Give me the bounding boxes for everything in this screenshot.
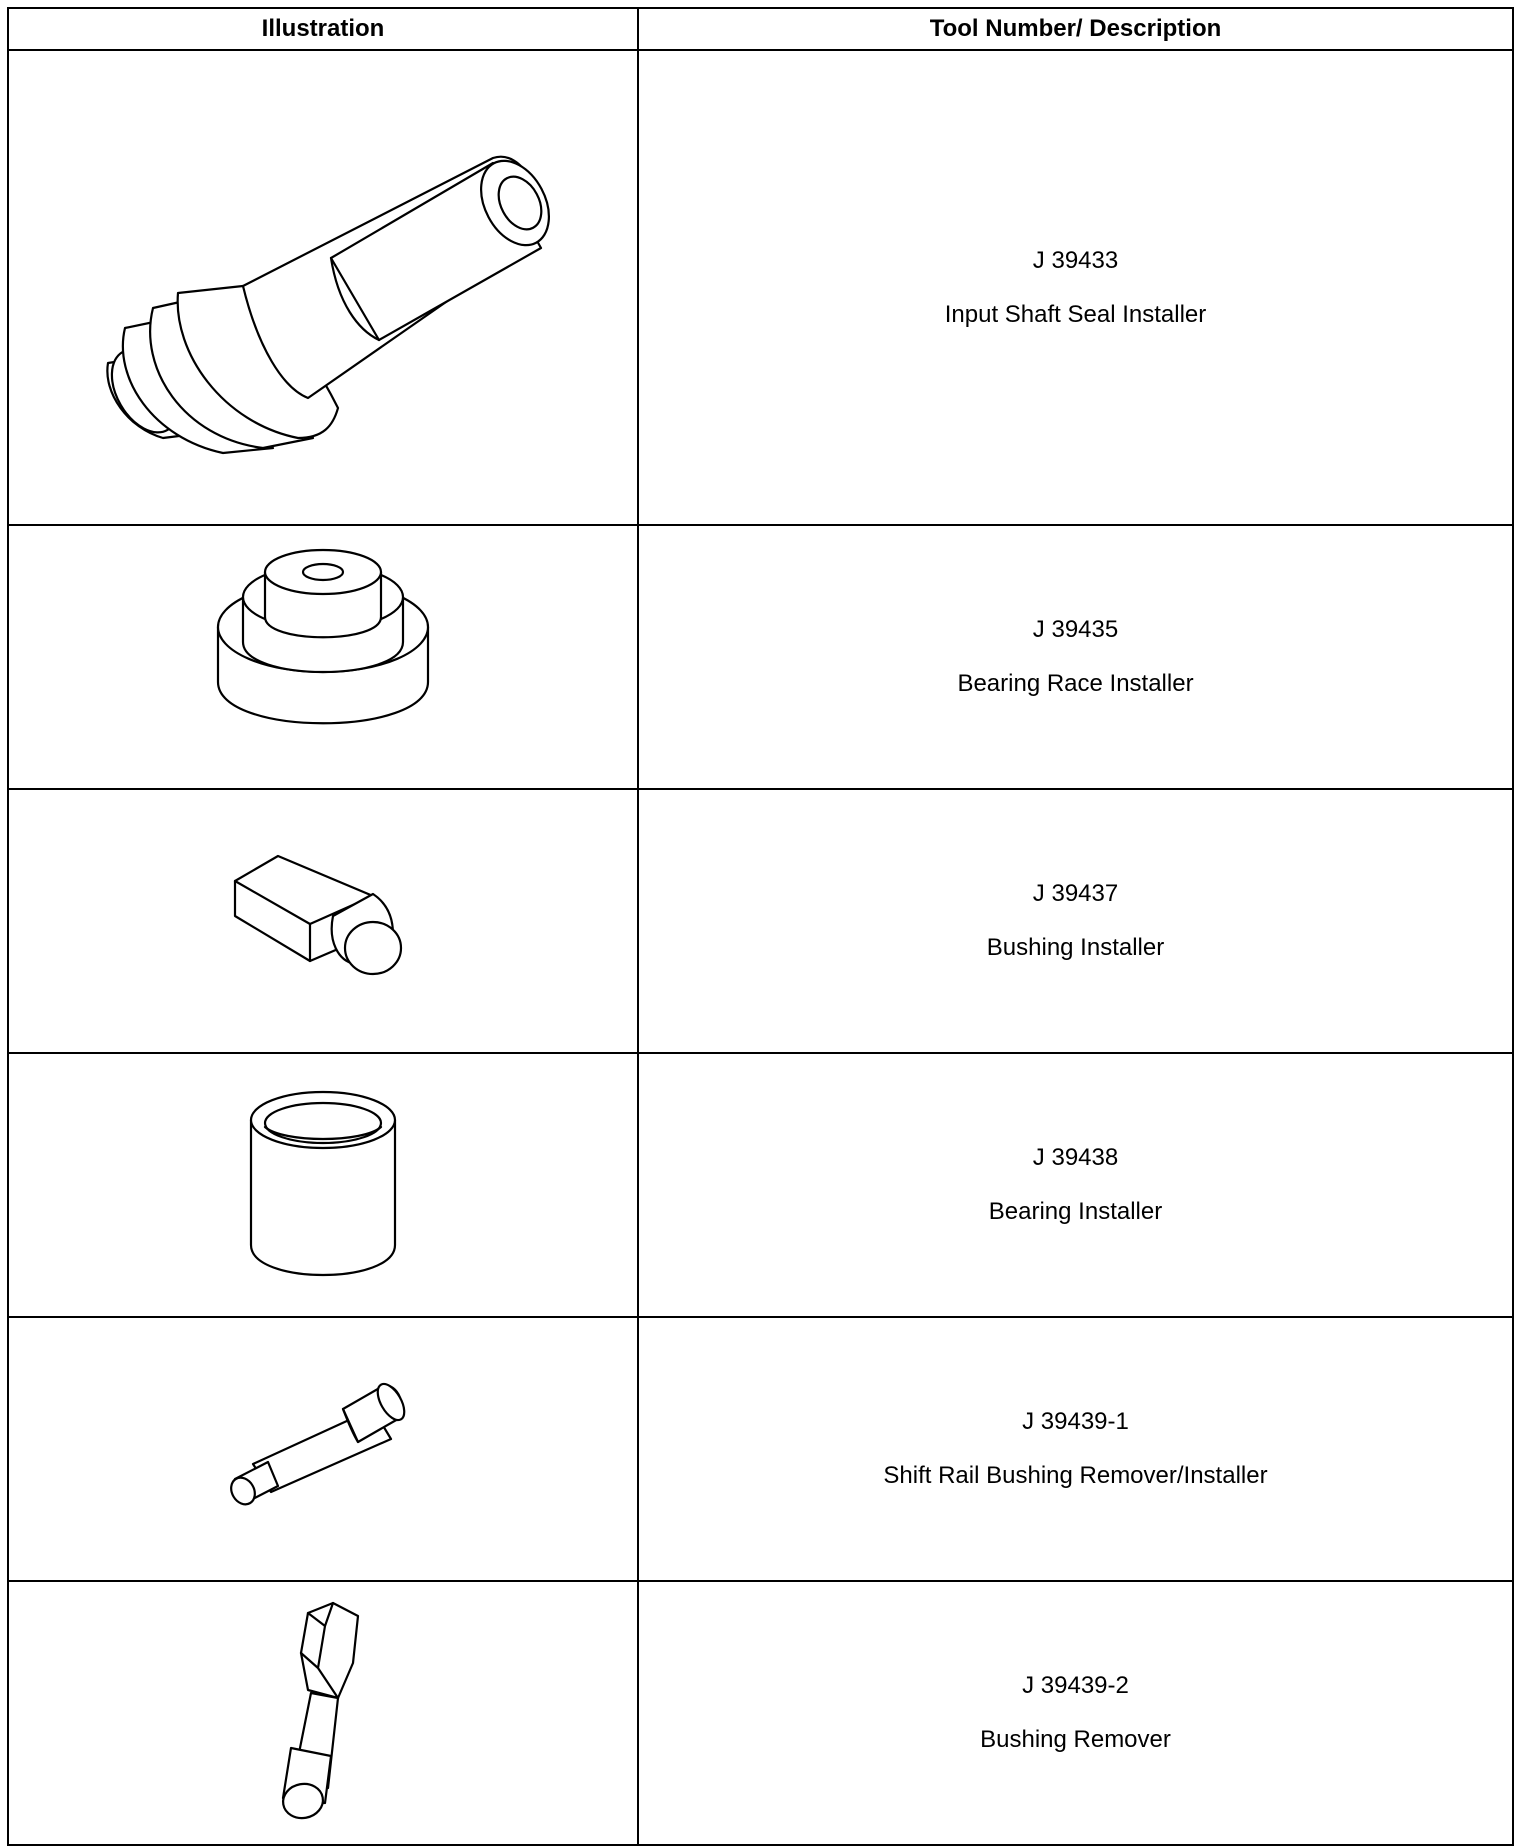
table-row: [8, 789, 1513, 1053]
tool-description: Bushing Remover: [980, 1726, 1171, 1753]
table-row: [8, 1317, 1513, 1581]
shift-rail-bushing-remover-installer-icon: [223, 1374, 423, 1524]
illustration-cell: [8, 50, 638, 525]
bearing-race-installer-icon: [203, 542, 443, 772]
illustration-cell: [8, 525, 638, 789]
tool-table: [7, 7, 1514, 1846]
tool-number: J 39438: [1032, 1144, 1119, 1171]
description-cell: [638, 1317, 1513, 1581]
tool-number: J 39439-1: [1022, 1408, 1129, 1435]
tool-description: Bearing Race Installer: [957, 670, 1194, 697]
description-cell: [638, 1053, 1513, 1317]
bushing-remover-icon: [253, 1598, 393, 1828]
illustration-cell: [8, 1317, 638, 1581]
tool-description: Input Shaft Seal Installer: [944, 300, 1207, 328]
table-row: [8, 1053, 1513, 1317]
input-shaft-seal-installer-icon: [83, 108, 563, 468]
illustration-cell: [8, 1053, 638, 1317]
bushing-installer-icon: [223, 846, 423, 996]
tool-number: J 39439-2: [1022, 1672, 1129, 1699]
tool-description: Shift Rail Bushing Remover/Installer: [883, 1462, 1268, 1489]
bearing-installer-icon: [243, 1085, 403, 1285]
tool-description: Bearing Installer: [988, 1198, 1163, 1225]
description-header: Tool Number/ Description: [638, 8, 1513, 50]
tool-number: J 39437: [1032, 880, 1119, 907]
illustration-cell: [8, 789, 638, 1053]
tool-description: Bushing Installer: [986, 934, 1165, 961]
description-cell: [638, 50, 1513, 525]
tool-number: J 39433: [1032, 246, 1119, 274]
table-row: [8, 1581, 1513, 1845]
illustration-header: Illustration: [8, 8, 638, 50]
table-row: [8, 525, 1513, 789]
description-cell: [638, 1581, 1513, 1845]
tool-number: J 39435: [1032, 616, 1119, 643]
header-row: [8, 8, 1513, 50]
table-row: [8, 50, 1513, 525]
description-cell: [638, 789, 1513, 1053]
description-cell: [638, 525, 1513, 789]
illustration-cell: [8, 1581, 638, 1845]
